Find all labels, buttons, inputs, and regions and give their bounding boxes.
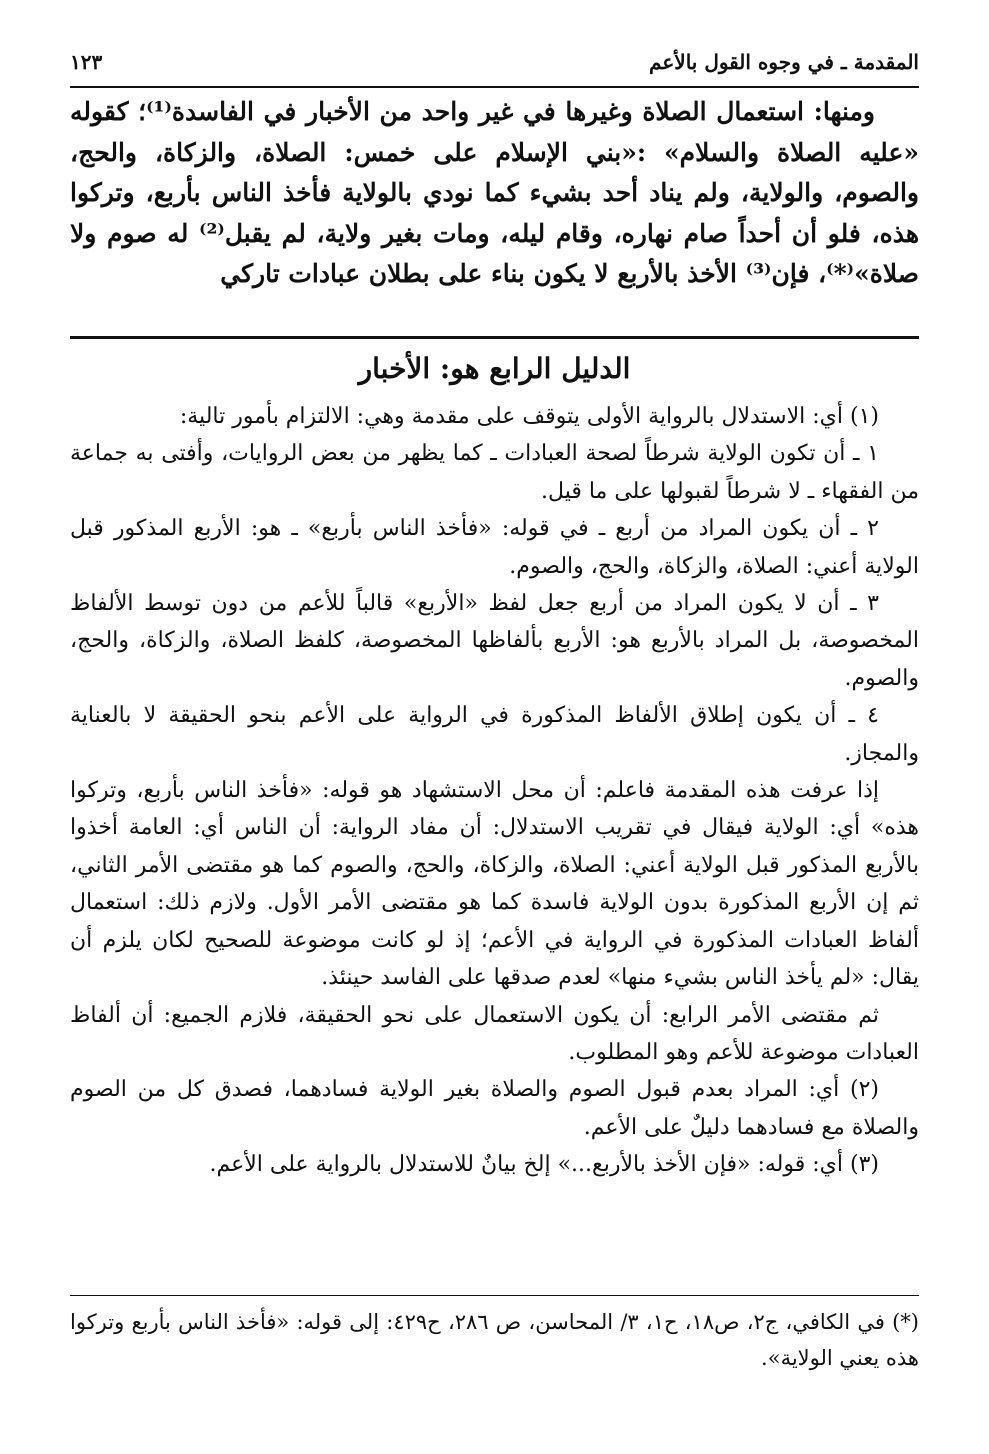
commentary-argument: إذا عرفت هذه المقدمة فاعلم: أن محل الاستشهاد هو قوله: «فأخذ الناس بأربع، وتركوا هذه» أي: الولاية فيقال في تقريب الاستدلال: أن مفاد الرواية: أن الناس أي: العامة أخذوا بالأربع المذكور قبل الولاية أعني: الصلاة، والزكاة، والحج، والصوم كما هو مقتضى الأمر الثاني، ثم إن الأربع المذكورة بدون الولاية فاسدة كما هو مقتضى الأمر الأول. ولازم ذلك: استعمال ألفاظ العبادات المذكورة في الرواية في الأعم؛ إذ لو كانت موضوعة للصحيح لكان يلزم أن يقال: «لم يأخذ الناس بشيء منها» لعدم صدقها على الفاسد حينئذ. [70, 778, 919, 991]
commentary-item-4: ٤ ـ أن يكون إطلاق الألفاظ المذكورة في الرواية على الأعم بنحو الحقيقة لا بالعناية والمجاز. [70, 703, 919, 766]
commentary-item-1: ١ ـ أن تكون الولاية شرطاً لصحة العبادات ـ كما يظهر من بعض الروايات، وأفتى به جماعة من الفقهاء ـ لا شرطاً لقبولها على ما قيل. [70, 441, 919, 504]
page-number: ١٢٣ [70, 50, 103, 74]
main-text-divider [70, 336, 919, 339]
commentary-item-2: ٢ ـ أن يكون المراد من أربع ـ في قوله: «فأخذ الناس بأربع» ـ هو: الأربع المذكور قبل الولاية أعني: الصلاة، والزكاة، والحج، والصوم. [70, 516, 919, 579]
main-text-block [70, 92, 919, 295]
footnote-divider [70, 1295, 919, 1296]
commentary-item-3: ٣ ـ أن لا يكون المراد من أربع جعل لفظ «الأربع» قالباً للأعم من دون توسط الألفاظ المخصوصة، بل المراد بالأربع هو: الأربع بألفاظها المخصوصة، كلفظ الصلاة، والزكاة، والحج، والصوم. [70, 591, 919, 691]
main-paragraph: ومنها: استعمال الصلاة وغيرها في غير واحد من الأخبار في الفاسدة⁽¹⁾؛ كقوله «عليه الصلاة والسلام» :«بني الإسلام على خمس: الصلاة، والزكاة، والحج، والصوم، والولاية، ولم يناد أحد بشيء كما نودي بالولاية فأخذ الناس بأربع، وتركوا هذه، فلو أن أحداً صام نهاره، وقام ليله، ومات بغير ولاية، لم يقبل⁽²⁾ له صوم ولا صلاة»⁽*⁾، فإن⁽³⁾ الأخذ بالأربع لا يكون بناء على بطلان عبادات تاركي [70, 97, 920, 289]
source-footnote: (*) في الكافي، ج٢، ص١٨، ح١، ٣/ المحاسن، ص ٢٨٦، ح٤٢٩: إلى قوله: «فأخذ الناس بأربع وتركوا هذه يعني الولاية». [70, 1310, 919, 1370]
running-title: المقدمة ـ في وجوه القول بالأعم [649, 50, 919, 74]
page-header [70, 44, 919, 80]
commentary-conclusion: ثم مقتضى الأمر الرابع: أن يكون الاستعمال على نحو الحقيقة، فلازم الجميع: أن ألفاظ العبادات موضوعة للأعم وهو المطلوب. [70, 1002, 919, 1065]
footnote-block [70, 1304, 919, 1376]
header-divider [70, 86, 919, 88]
commentary-note-3: (٣) أي: قوله: «فإن الأخذ بالأربع...» إلخ بيانٌ للاستدلال بالرواية على الأعم. [209, 1152, 879, 1178]
commentary-block [70, 398, 919, 1184]
commentary-note-2: (٢) أي: المراد بعدم قبول الصوم والصلاة بغير الولاية فسادهما، فصدق كل من الصوم والصلاة مع فسادهما دليلٌ على الأعم. [70, 1077, 919, 1140]
commentary-note-1: (١) أي: الاستدلال بالرواية الأولى يتوقف على مقدمة وهي: الالتزام بأمور تالية: [179, 404, 879, 429]
section-title: الدليل الرابع هو: الأخبار [358, 352, 631, 385]
